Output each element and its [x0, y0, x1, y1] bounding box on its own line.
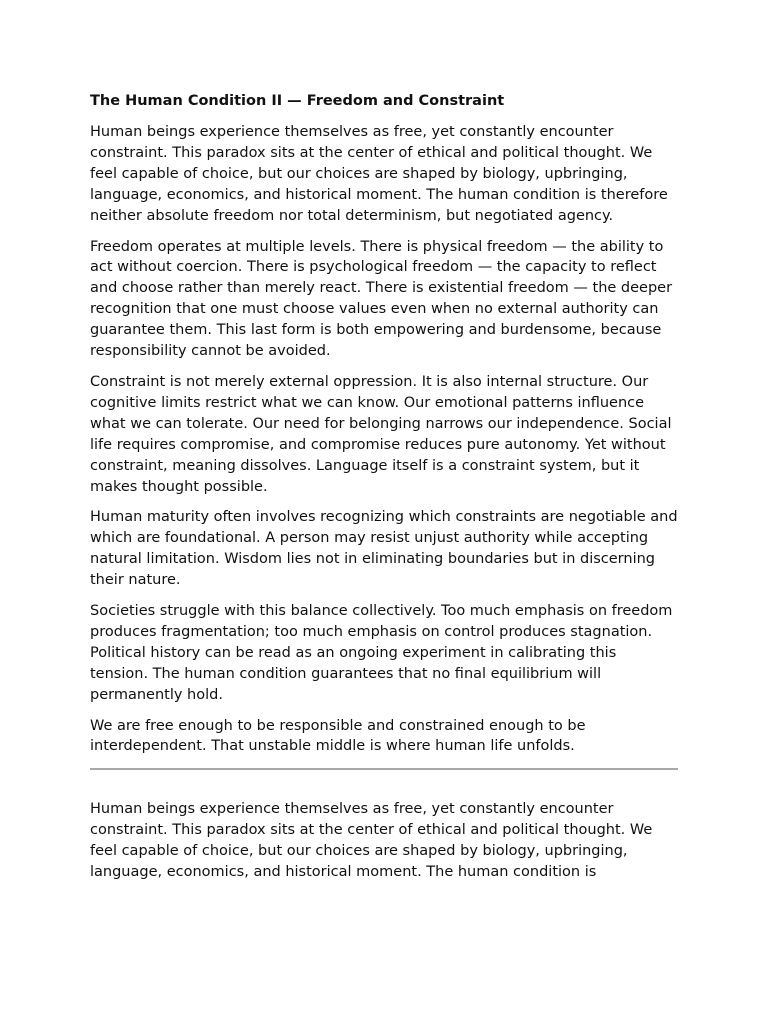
section-divider	[90, 768, 678, 770]
document-title: The Human Condition II — Freedom and Constraint	[90, 93, 505, 109]
paragraph-5: Societies struggle with this balance collectively. Too much emphasis on freedom produces fragmentation; too much emphasis on control produces stagnation. Political history can be read as an ongoing experiment in calibrating this tension. The human condition guarantees that no final equilibrium will permanently hold.	[90, 603, 673, 703]
paragraph-1: Human beings experience themselves as free, yet constantly encounter constraint. This paradox sits at the center of ethical and political thought. We feel capable of choice, but our choices are shaped by biology, upbringing, language, economics, and historical moment. The human condition is therefore neither absolute freedom nor total determinism, but negotiated agency.	[90, 124, 668, 224]
continued-paragraph: Human beings experience themselves as free, yet constantly encounter constraint. This paradox sits at the center of ethical and political thought. We feel capable of choice, but our choices are shaped by biology, upbringing, language, economics, and historical moment. The human condition is	[90, 801, 653, 881]
paragraph-3: Constraint is not merely external oppression. It is also internal structure. Our cognitive limits restrict what we can know. Our emotional patterns influence what we can tolerate. Our need for belonging narrows our independence. Social life requires compromise, and compromise reduces pure autonomy. Yet without constraint, meaning dissolves. Language itself is a constraint system, but it makes thought possible.	[90, 373, 672, 495]
document-page	[90, 91, 678, 883]
paragraph-2: Freedom operates at multiple levels. There is physical freedom — the ability to act without coercion. There is psychological freedom — the capacity to reflect and choose rather than merely react. There is existential freedom — the deeper recognition that one must choose values even when no external authority can guarantee them. This last form is both empowering and burdensome, because responsibility cannot be avoided.	[90, 238, 673, 360]
paragraph-4: Human maturity often involves recognizing which constraints are negotiable and which are foundational. A person may resist unjust authority while accepting natural limitation. Wisdom lies not in eliminating boundaries but in discerning their nature.	[90, 509, 678, 589]
paragraph-6: We are free enough to be responsible and constrained enough to be interdependent. That unstable middle is where human life unfolds.	[90, 717, 586, 755]
